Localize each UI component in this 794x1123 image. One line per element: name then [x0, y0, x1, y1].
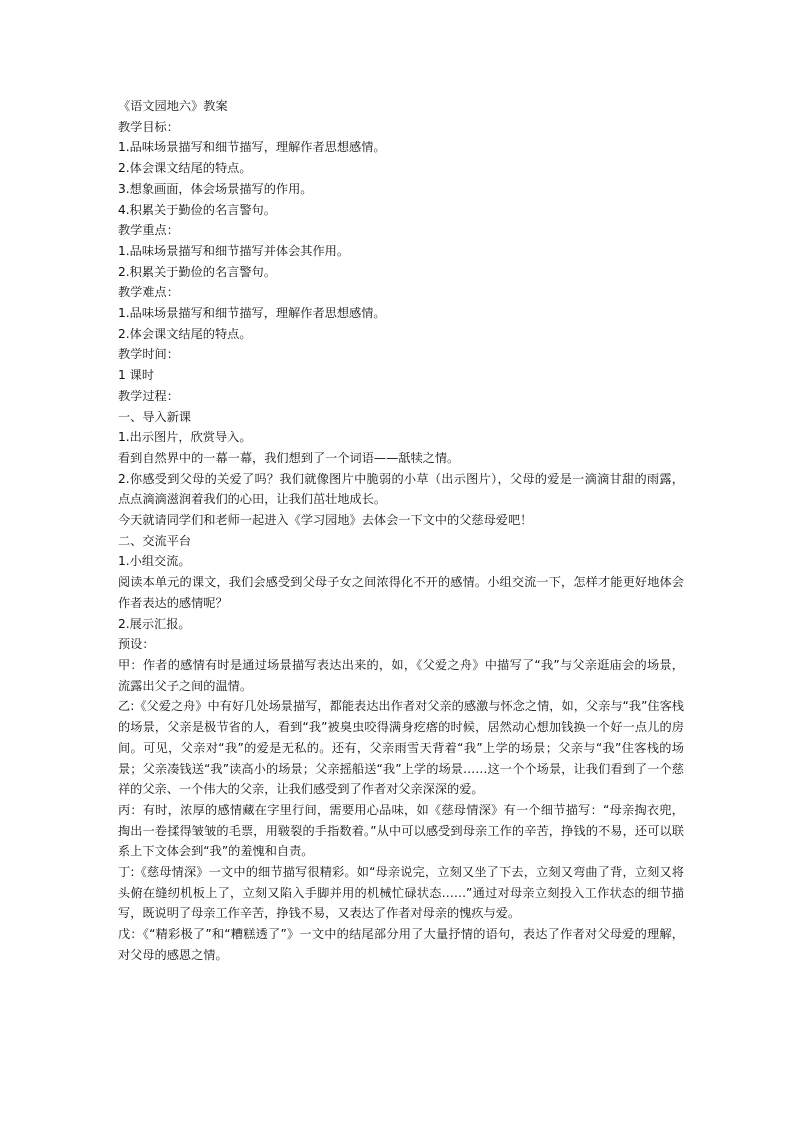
paragraph: 阅读本单元的课文，我们会感受到父母子女之间浓得化不开的感情。小组交流一下，怎样才能更好地体会作者表达的感情呢？	[118, 575, 684, 610]
paragraph: 2.你感受到父母的关爱了吗？我们就像图片中脆弱的小草（出示图片），父母的爱是一滴滴甘甜的雨露，点点滴滴滋润着我们的心田，让我们茁壮地成长。	[118, 471, 684, 507]
paragraph: 2.展示汇报。	[118, 616, 191, 631]
difficulties-heading: 教学难点：	[118, 285, 179, 300]
paragraph-wu: 戊：《“精彩极了”和“糟糕透了”》一文中的结尾部分用了大量抒情的语句，表达了作者对父母爱的理解，对父母的感恩之情。	[118, 927, 684, 962]
paragraph: 1.出示图片，欣赏导入。	[118, 430, 252, 445]
objective-item: 1.品味场景描写和细节描写，理解作者思想感情。	[118, 140, 386, 155]
key-points-heading: 教学重点：	[118, 223, 179, 238]
paragraph: 今天就请同学们和老师一起进入《学习园地》去体会一下文中的父慈母爱吧！	[118, 513, 533, 528]
document-title: 《语文园地六》教案	[118, 99, 228, 113]
objective-item: 3.想象画面，体会场景描写的作用。	[118, 181, 313, 196]
difficulty-item: 2.体会课文结尾的特点。	[118, 326, 252, 341]
paragraph: 预设：	[118, 637, 155, 652]
paragraph-jia: 甲：作者的感情有时是通过场景描写表达出来的，如，《父爱之舟》中描写了“我”与父亲逛庙会的场景，流露出父子之间的温情。	[118, 657, 684, 693]
time-value: 1 课时	[118, 368, 155, 383]
difficulty-item: 1.品味场景描写和细节描写，理解作者思想感情。	[118, 306, 386, 321]
paragraph: 看到自然界中的一幕一幕，我们想到了一个词语——舐犊之情。	[118, 450, 460, 465]
objectives-heading: 教学目标：	[118, 119, 179, 134]
key-point-item: 2.积累关于勤俭的名言警句。	[118, 264, 276, 279]
section-title: 一、导入新课	[118, 409, 192, 424]
process-heading: 教学过程：	[118, 388, 179, 403]
paragraph-yi: 乙:《父爱之舟》中有好几处场景描写，都能表达出作者对父亲的感激与怀念之情，如，父亲与“我”住客栈的场景，父亲是极节省的人，看到“我”被臭虫咬得满身疙瘩的时候，居然动心想加钱换一个好一点儿的房间。可见，父亲对“我”的爱是无私的。还有，父亲雨雪天背着“我”上学的场景；父亲与“我”住客栈的场景；父亲凑钱送“我”读高小的场景；父亲摇船送“我”上学的场景……这一个个场景，让我们看到了一个慈祥的父亲、一个伟大的父亲，让我们感受到了作者对父亲深深的爱。	[118, 699, 684, 797]
key-point-item: 1.品味场景描写和细节描写并体会其作用。	[118, 243, 350, 258]
paragraph-ding: 丁:《慈母情深》一文中的细节描写很精彩。如“母亲说完，立刻又坐了下去，立刻又弯曲了背，立刻又将头俯在缝纫机板上了，立刻又陷入手脚并用的机械忙碌状态……”通过对母亲立刻投入工作状态的细节描写，既说明了母亲工作辛苦，挣钱不易，又表达了作者对母亲的愧疚与爱。	[118, 865, 684, 921]
objective-item: 2.体会课文结尾的特点。	[118, 161, 252, 176]
paragraph: 1.小组交流。	[118, 554, 191, 569]
paragraph-bing: 丙：有时，浓厚的感情藏在字里行间，需要用心品味，如《慈母情深》有一个细节描写：“母亲掏衣兜，掏出一卷揉得皱皱的毛票，用皲裂的手指数着。”从中可以感受到母亲工作的辛苦，挣钱的不易，还可以联系上下文体会到“我”的羞愧和自责。	[118, 802, 684, 859]
time-heading: 教学时间：	[118, 347, 179, 362]
lesson-plan-page	[118, 96, 684, 966]
section-title: 二、交流平台	[118, 533, 192, 548]
objective-item: 4.积累关于勤俭的名言警句。	[118, 202, 276, 217]
